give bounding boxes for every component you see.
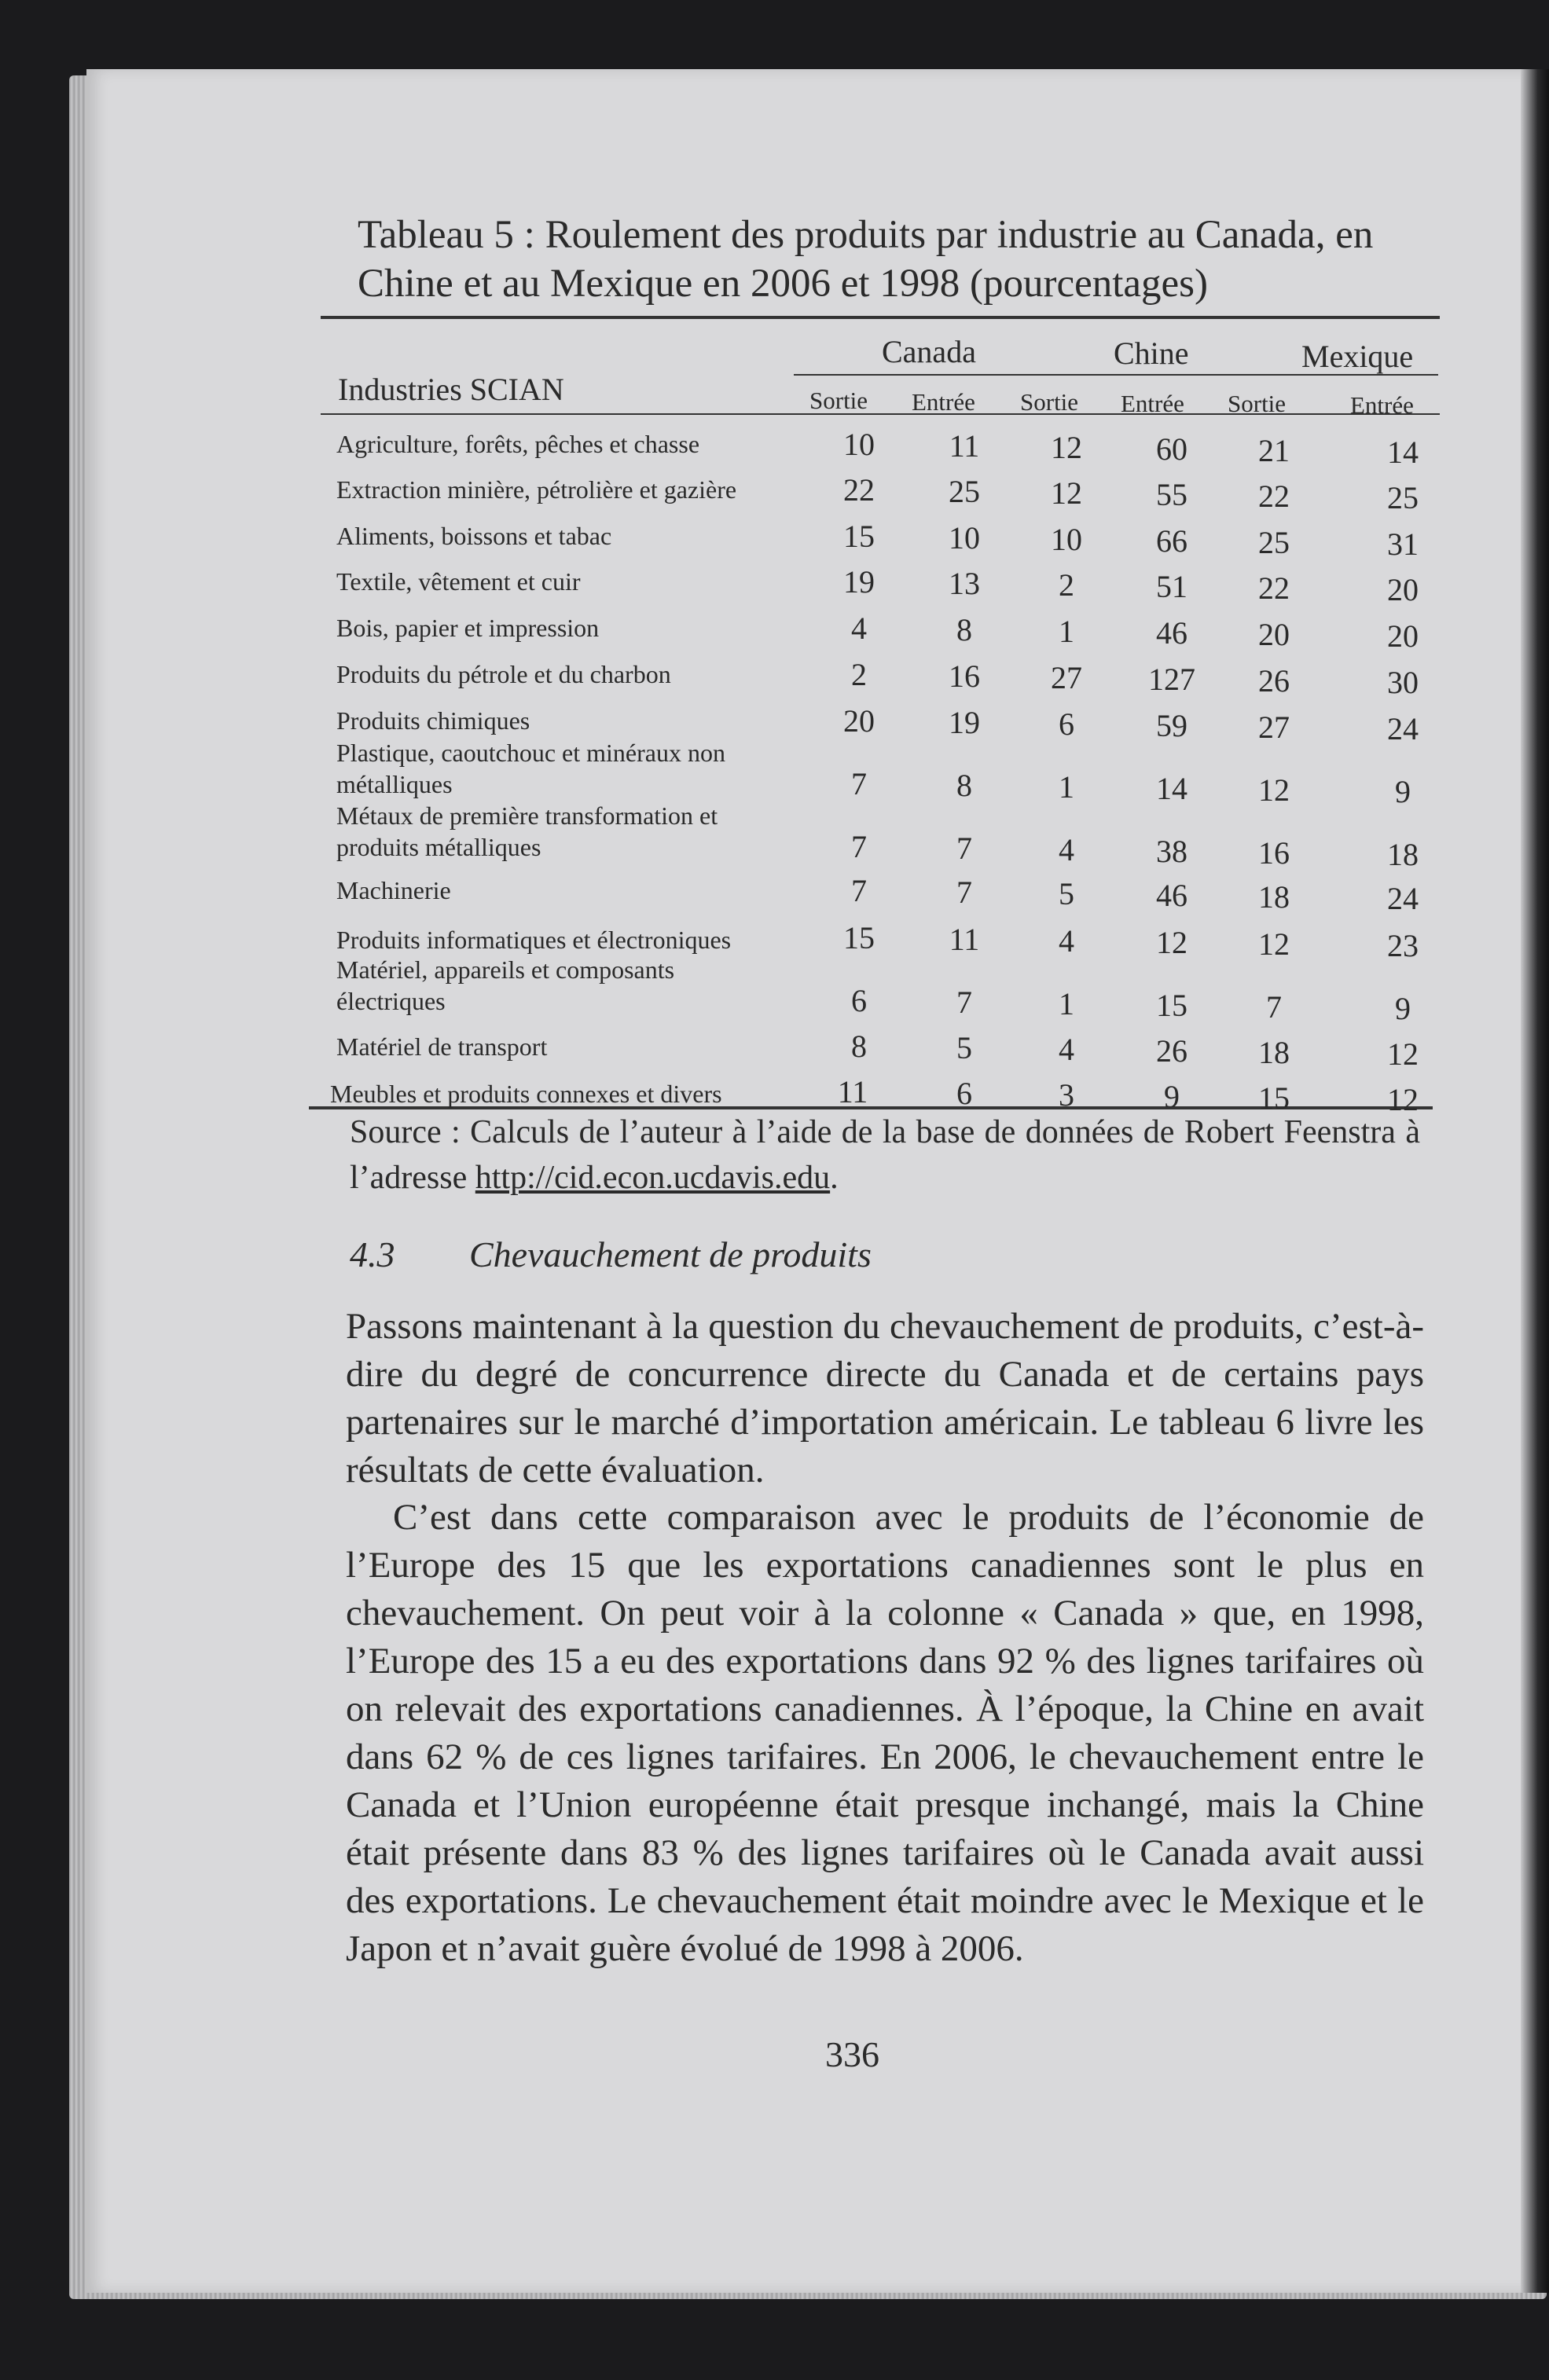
cell: 14 bbox=[1156, 771, 1187, 806]
cell: 59 bbox=[1156, 708, 1187, 743]
cell: 1 bbox=[1059, 986, 1074, 1021]
section-title: Chevauchement de produits bbox=[469, 1234, 872, 1274]
group-header-chine: Chine bbox=[1114, 336, 1189, 371]
cell: 12 bbox=[1258, 772, 1290, 808]
cell: 5 bbox=[1059, 876, 1074, 911]
cell: 27 bbox=[1258, 710, 1290, 745]
subheader: Entrée bbox=[912, 388, 975, 416]
cell: 9 bbox=[1395, 774, 1411, 809]
row-label: Aliments, boissons et tabac bbox=[336, 522, 612, 550]
cell: 14 bbox=[1387, 435, 1419, 470]
cell: 10 bbox=[949, 520, 980, 556]
table-title: Tableau 5 : Roulement des produits par industrie au Canada, en Chine et au Mexique en 2006 et 1998 (pourcentages) bbox=[358, 213, 1374, 306]
cell: 26 bbox=[1258, 663, 1290, 699]
subheader: Entrée bbox=[1121, 390, 1184, 417]
cell: 7 bbox=[956, 831, 972, 866]
row-label: Produits chimiques bbox=[336, 706, 530, 735]
cell: 12 bbox=[1258, 926, 1290, 962]
cell: 25 bbox=[949, 474, 980, 509]
cell: 24 bbox=[1387, 711, 1419, 746]
table-top-rule bbox=[321, 316, 1440, 319]
row-label: Produits du pétrole et du charbon bbox=[336, 660, 671, 688]
cell: 15 bbox=[843, 920, 875, 955]
cell: 51 bbox=[1156, 569, 1187, 604]
cell: 7 bbox=[851, 829, 867, 864]
cell: 25 bbox=[1387, 480, 1419, 515]
cell: 18 bbox=[1258, 1035, 1290, 1070]
cell: 2 bbox=[1059, 567, 1074, 603]
cell: 13 bbox=[949, 566, 980, 601]
cell: 11 bbox=[949, 922, 980, 957]
cell: 6 bbox=[1059, 706, 1074, 742]
cell: 10 bbox=[843, 427, 875, 462]
cell: 9 bbox=[1164, 1079, 1180, 1114]
cell: 4 bbox=[1059, 832, 1074, 867]
section-heading bbox=[350, 1234, 872, 1275]
cell: 46 bbox=[1156, 878, 1187, 913]
cell: 22 bbox=[1258, 479, 1290, 514]
source-end: . bbox=[830, 1160, 839, 1196]
cell: 24 bbox=[1387, 881, 1419, 916]
cell: 7 bbox=[851, 873, 867, 908]
cell: 12 bbox=[1051, 430, 1082, 465]
cell: 3 bbox=[1059, 1077, 1074, 1113]
cell: 1 bbox=[1059, 769, 1074, 805]
cell: 20 bbox=[843, 703, 875, 739]
row-label: Textile, vêtement et cuir bbox=[336, 567, 581, 596]
row-label: Métaux de première transformation et produits métalliques bbox=[336, 801, 718, 861]
cell: 66 bbox=[1156, 523, 1187, 559]
source-text: Source : Calculs de l’auteur à l’aide de la base de données de Robert Feenstra à l’adresse bbox=[350, 1114, 1420, 1196]
cell: 4 bbox=[1059, 923, 1074, 959]
cell: 22 bbox=[843, 472, 875, 508]
cell: 25 bbox=[1258, 525, 1290, 560]
page-gutter-shadow bbox=[1521, 69, 1549, 2293]
cell: 2 bbox=[851, 657, 867, 692]
row-label: Meubles et produits connexes et divers bbox=[330, 1080, 722, 1108]
cell: 31 bbox=[1387, 526, 1419, 562]
cell: 7 bbox=[956, 985, 972, 1020]
source-link[interactable]: http://cid.econ.ucdavis.edu bbox=[475, 1160, 831, 1196]
row-label: Bois, papier et impression bbox=[336, 614, 600, 642]
cell: 11 bbox=[837, 1074, 868, 1109]
cell: 19 bbox=[949, 705, 980, 740]
cell: 1 bbox=[1059, 614, 1074, 649]
row-label: Matériel, appareils et composants électriques bbox=[336, 955, 675, 1015]
cell: 6 bbox=[851, 983, 867, 1018]
subheader: Sortie bbox=[1228, 390, 1287, 417]
cell: 8 bbox=[956, 768, 972, 803]
paragraph: C’est dans cette comparaison avec le produits de l’économie de l’Europe des 15 que les exportations canadiennes sont le plus en chevauchement. On peut voir à la colonne « Canada » que, en 1998, l’Europe des 15 a eu des exportations dans 92 % des lignes tarifaires où on relevait des exportations canadiennes. À l’époque, la Chine en avait dans 62 % de ces lignes tarifaires. En 2006, le chevauchement entre le Canada et l’Union européenne était presque inchangé, mais la Chine était présente dans 83 % des lignes tarifaires où le Canada avait aussi des exportations. Le chevauchement était moindre avec le Mexique et le Japon et n’avait guère évolué de 1998 à 2006. bbox=[346, 1497, 1424, 1969]
cell: 19 bbox=[843, 564, 875, 600]
paragraph: Passons maintenant à la question du chevauchement de produits, c’est-à-dire du degré de concurrence directe du Canada et de certains pays partenaires sur le marché d’importation américain. Le tableau 6 livre les résultats de cette évaluation. bbox=[346, 1306, 1424, 1491]
cell: 4 bbox=[1059, 1032, 1074, 1067]
cell: 23 bbox=[1387, 928, 1419, 963]
group-header-canada: Canada bbox=[882, 334, 976, 369]
row-label: Matériel de transport bbox=[336, 1032, 548, 1061]
cell: 7 bbox=[1266, 989, 1282, 1025]
row-label: Plastique, caoutchouc et minéraux non métalliques bbox=[336, 739, 725, 798]
cell: 12 bbox=[1387, 1082, 1419, 1117]
cell: 12 bbox=[1156, 925, 1187, 960]
cell: 16 bbox=[1258, 835, 1290, 871]
cell: 26 bbox=[1156, 1033, 1187, 1069]
cell: 18 bbox=[1387, 837, 1419, 872]
cell: 8 bbox=[956, 612, 972, 647]
group-header-mexique: Mexique bbox=[1301, 339, 1414, 374]
cell: 22 bbox=[1258, 570, 1290, 606]
section-number: 4.3 bbox=[350, 1234, 395, 1274]
cell: 12 bbox=[1051, 475, 1082, 511]
cell: 15 bbox=[1156, 988, 1187, 1023]
cell: 18 bbox=[1258, 879, 1290, 915]
cell: 30 bbox=[1387, 665, 1419, 700]
row-label: Machinerie bbox=[336, 876, 451, 904]
cell: 16 bbox=[949, 658, 980, 694]
cell: 15 bbox=[843, 519, 875, 554]
cell: 46 bbox=[1156, 615, 1187, 651]
row-label: Extraction minière, pétrolière et gazière bbox=[336, 475, 737, 504]
cell: 20 bbox=[1258, 617, 1290, 652]
cell: 6 bbox=[956, 1076, 972, 1111]
cell: 11 bbox=[949, 428, 980, 464]
cell: 15 bbox=[1258, 1080, 1290, 1116]
cell: 9 bbox=[1395, 991, 1411, 1026]
subheader: Sortie bbox=[809, 387, 868, 414]
cell: 55 bbox=[1156, 477, 1187, 512]
subheader: Sortie bbox=[1020, 388, 1079, 416]
cell: 12 bbox=[1387, 1036, 1419, 1072]
cell: 8 bbox=[851, 1029, 867, 1064]
cell: 10 bbox=[1051, 522, 1082, 557]
cell: 60 bbox=[1156, 431, 1187, 467]
cell: 7 bbox=[851, 766, 867, 801]
cell: 20 bbox=[1387, 618, 1419, 654]
cell: 21 bbox=[1258, 433, 1290, 468]
row-header: Industries SCIAN bbox=[338, 372, 564, 407]
row-label: Agriculture, forêts, pêches et chasse bbox=[336, 430, 700, 458]
cell: 38 bbox=[1156, 834, 1187, 869]
subheader: Entrée bbox=[1350, 391, 1414, 419]
page-number: 336 bbox=[825, 2034, 879, 2074]
row-label: Produits informatiques et électroniques bbox=[336, 926, 732, 954]
cell: 20 bbox=[1387, 572, 1419, 607]
cell: 5 bbox=[956, 1030, 972, 1065]
cell: 127 bbox=[1148, 662, 1195, 697]
cell: 27 bbox=[1051, 660, 1082, 695]
cell: 4 bbox=[851, 611, 867, 646]
cell: 7 bbox=[956, 875, 972, 910]
table-source bbox=[350, 1109, 1420, 1201]
